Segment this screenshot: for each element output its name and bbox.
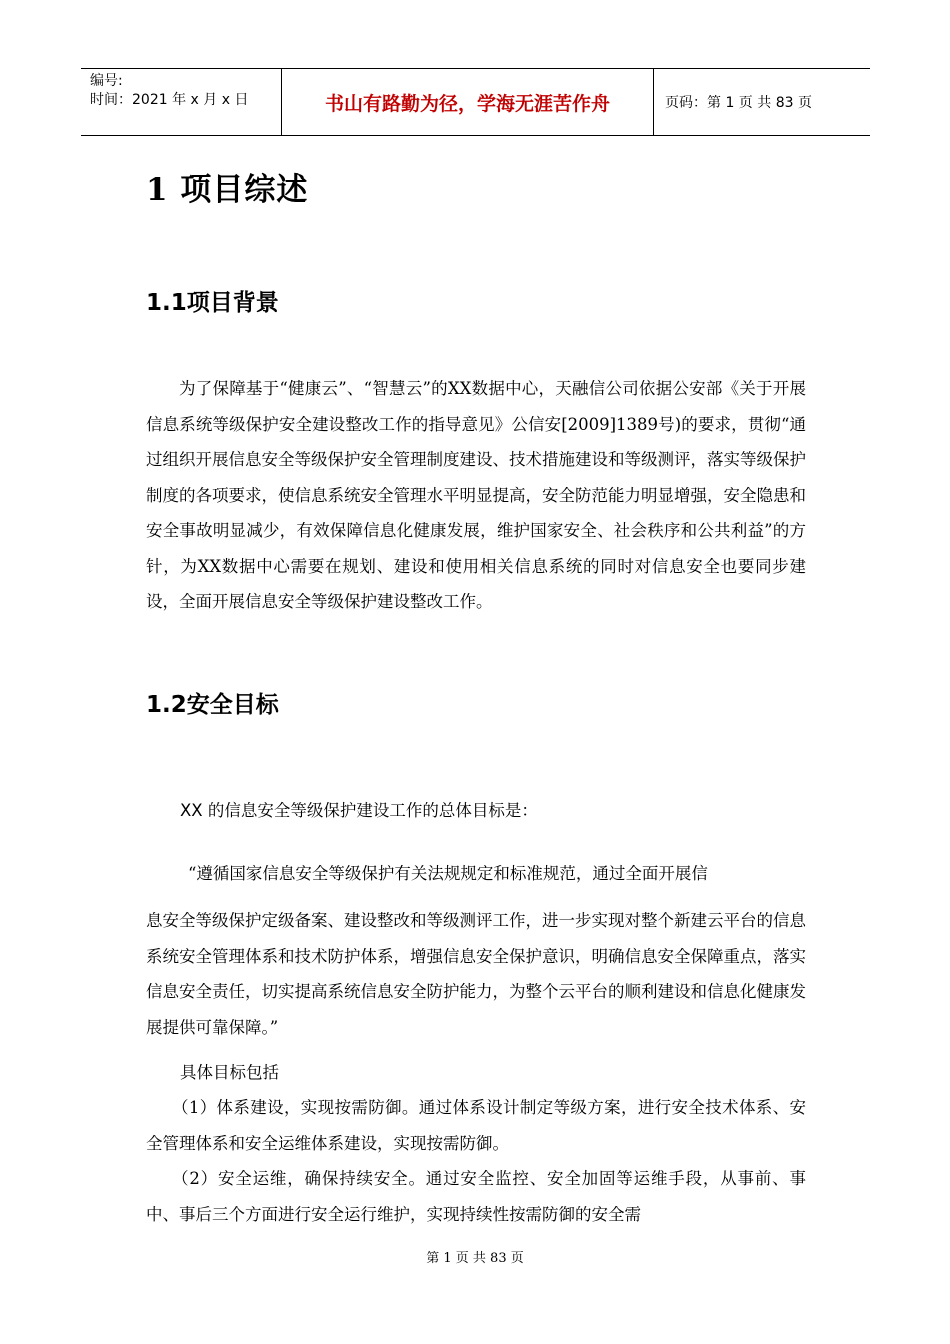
page-footer: 第 1 页 共 83 页 <box>426 1251 524 1266</box>
number-label: 编号: <box>90 73 123 89</box>
header-page-info: 页码：第 1 页 共 83 页 <box>665 95 812 111</box>
goal-item-1: （1）体系建设，实现按需防御。通过体系设计制定等级方案，进行安全技术体系、安全管理体系和安全运维体系建设，实现按需防御。 <box>146 1098 806 1153</box>
specific-goals-label: 具体目标包括 <box>180 1063 279 1082</box>
section-1-title: 1 项目综述 <box>146 172 309 208</box>
goal-item-2: （2）安全运维，确保持续安全。通过安全监控、安全加固等运维手段，从事前、事中、事后三个方面进行安全运行维护，实现持续性按需防御的安全需 <box>146 1169 806 1224</box>
time-label: 时间：2021 年 x 月 x 日 <box>90 92 249 108</box>
goal-intro: XX 的信息安全等级保护建设工作的总体目标是： <box>180 801 538 820</box>
section-1-1-title: 1.1项目背景 <box>146 290 279 316</box>
goal-quote-first-line: “遵循国家信息安全等级保护有关法规规定和标准规范，通过全面开展信 <box>188 864 708 883</box>
document-header <box>81 68 870 136</box>
section-1-2-title: 1.2安全目标 <box>146 692 279 718</box>
goal-quote-rest: 息安全等级保护定级备案、建设整改和等级测评工作，进一步实现对整个新建云平台的信息系统安全管理体系和技术防护体系，增强信息安全保护意识，明确信息安全保障重点，落实信息安全责任，切实提高系统信息安全防护能力，为整个云平台的顺利建设和信息化健康发展提供可靠保障。” <box>146 911 806 1037</box>
background-paragraph: 为了保障基于“健康云”、“智慧云”的XX数据中心，天融信公司依据公安部《关于开展信息系统等级保护安全建设整改工作的指导意见》公信安[2009]1389号)的要求，贯彻“通过组织开展信息安全等级保护安全管理制度建设、技术措施建设和等级测评，落实等级保护制度的各项要求，使信息系统安全管理水平明显提高，安全防范能力明显增强，安全隐患和安全事故明显减少，有效保障信息化健康发展，维护国家安全、社会秩序和公共利益”的方针，为XX数据中心需要在规划、建设和使用相关信息系统的同时对信息安全也要同步建设，全面开展信息安全等级保护建设整改工作。 <box>146 379 806 611</box>
header-motto: 书山有路勤为径，学海无涯苦作舟 <box>282 69 654 135</box>
header-meta <box>81 69 282 135</box>
